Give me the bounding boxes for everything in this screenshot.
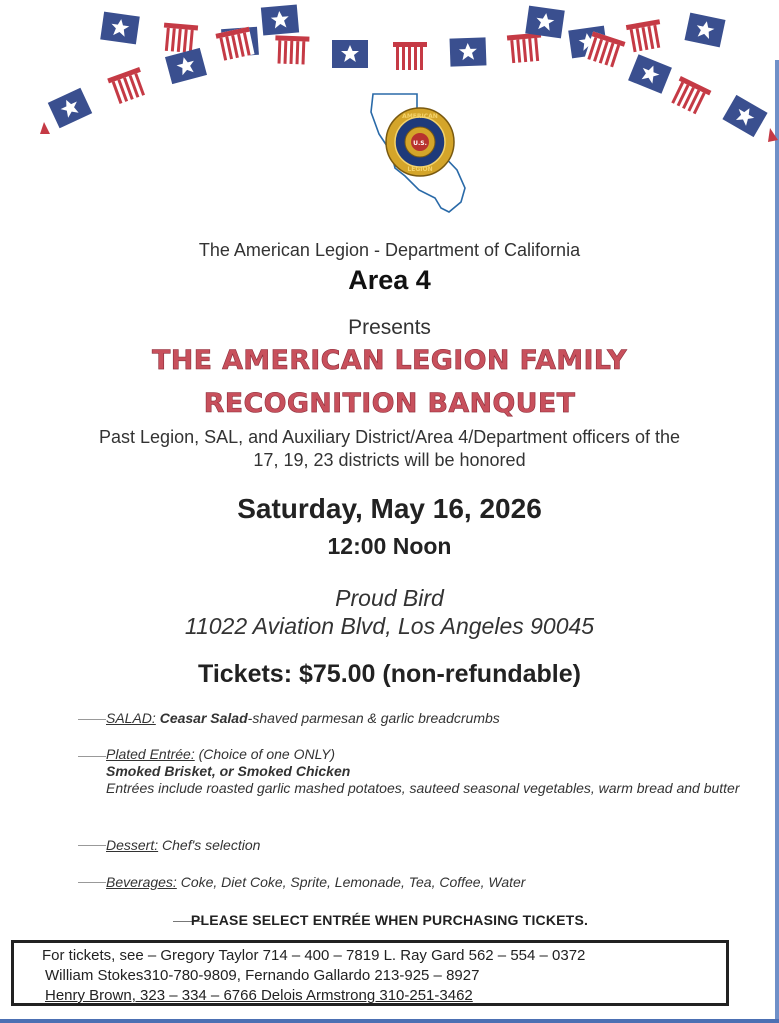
entree-label: Plated Entrée: [106,746,195,762]
event-venue: Proud Bird [335,585,444,611]
menu-entree [106,746,766,797]
entree-selection-notice: PLEASE SELECT ENTRÉE WHEN PURCHASING TICKETS. [190,912,589,928]
salad-name: Ceasar Salad [159,710,248,726]
organization-name: The American Legion - Department of California [198,240,581,260]
menu-salad [106,710,766,727]
menu-bullet-dash [78,756,106,757]
honorees-line1: Past Legion, SAL, and Auxiliary District/Area 4/Department officers of the [99,427,680,447]
emblem-center-text: U.S. [413,140,427,147]
presents-text: Presents [348,316,431,339]
menu-bullet-dash [78,719,106,720]
event-title-line2: RECOGNITION BANQUET [203,388,576,419]
beverages-label: Beverages: [106,874,177,890]
dessert-label: Dessert: [106,837,159,853]
dessert-description: Chef's selection [162,837,261,853]
salad-description: -shaved parmesan & garlic breadcrumbs [247,710,500,726]
ticket-price: Tickets: $75.00 (non-refundable) [198,660,581,688]
event-time: 12:00 Noon [327,533,452,559]
menu-dessert [106,837,766,854]
menu-beverages [106,874,766,891]
emblem-bottom-text: LEGION [407,166,433,173]
entree-note: (Choice of one ONLY) [198,746,336,762]
entree-description: Entrées include roasted garlic mashed potatoes, sauteed seasonal vegetables, warm bread and butter [106,780,740,796]
salad-label: SALAD: [106,710,156,726]
emblem-top-text: AMERICAN [402,113,438,120]
entree-options: Smoked Brisket, or Smoked Chicken [106,763,351,779]
contacts-line3-text: Henry Brown, 323 – 334 – 6766 Delois Armstrong 310-251-3462 [45,987,473,1004]
legion-emblem-logo [365,90,480,220]
event-title-line1: THE AMERICAN LEGION FAMILY [152,345,627,376]
contacts-line1: For tickets, see – Gregory Taylor 714 – 400 – 7819 L. Ray Gard 562 – 554 – 0372 [42,947,586,964]
page-edge-bottom [0,1019,779,1023]
honorees-description [0,426,779,472]
event-date: Saturday, May 16, 2026 [237,493,542,524]
honorees-line2: 17, 19, 23 districts will be honored [253,450,526,470]
contacts-line3 [45,987,473,1004]
beverages-description: Coke, Diet Coke, Sprite, Lemonade, Tea, Coffee, Water [180,874,526,890]
contacts-line2: William Stokes310-780-9809, Fernando Gallardo 213-925 – 8927 [45,967,480,984]
menu-bullet-dash [78,882,106,883]
menu-bullet-dash [78,845,106,846]
area-heading: Area 4 [348,265,431,295]
event-address: 11022 Aviation Blvd, Los Angeles 90045 [184,613,595,639]
